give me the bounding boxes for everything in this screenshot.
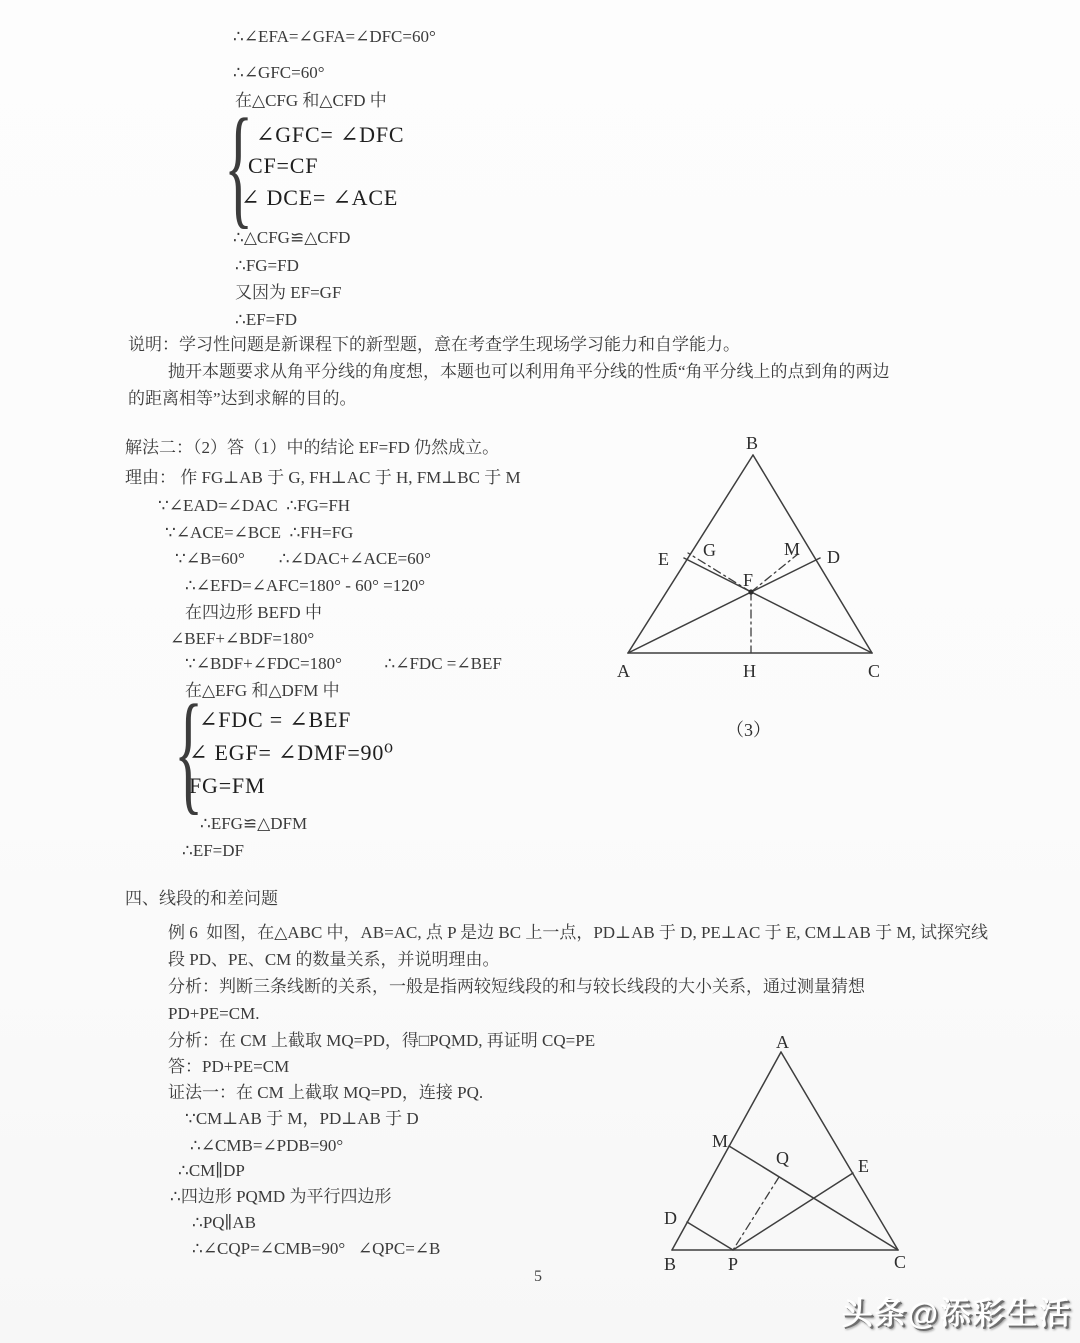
diagram-label: （3）: [726, 720, 771, 740]
text-line: ∠BEF+∠BDF=180°: [170, 629, 315, 648]
text-line: 答：PD+PE=CM: [168, 1057, 290, 1076]
text-line: 理由： 作 FG⊥AB 于 G, FH⊥AC 于 H, FM⊥BC 于 M: [125, 468, 521, 487]
watermark: 头条@添彩生活: [841, 1296, 1072, 1331]
figure-6-triangle-diagram: [650, 1030, 920, 1280]
text-line: ∴∠EFA=∠GFA=∠DFC=60°: [233, 27, 436, 46]
diagram-dashdot-line: [733, 1177, 779, 1250]
text-line: 段 PD、PE、CM 的数量关系，并说明理由。: [168, 950, 500, 969]
text-line: ∴∠EFD=∠AFC=180° - 60° =120°: [185, 576, 426, 595]
text-line: 解法二：（2）答（1）中的结论 EF=FD 仍然成立。: [125, 438, 500, 457]
text-line: 四、线段的和差问题: [125, 889, 278, 908]
figure-3-triangle-diagram: [600, 425, 900, 755]
text-line: ∴FG=FD: [235, 256, 299, 275]
diagram-label: P: [728, 1254, 739, 1274]
text-line: ∴EF=FD: [235, 310, 297, 329]
text-line: 证法一：在 CM 上截取 MQ=PD，连接 PQ.: [168, 1083, 484, 1102]
diagram-label: B: [664, 1254, 677, 1274]
diagram-label: A: [776, 1032, 789, 1052]
text-line: ∠ EGF= ∠DMF=90⁰: [189, 740, 394, 765]
text-line: ∴EF=DF: [182, 841, 244, 860]
text-line: 抛开本题要求从角平分线的角度想，本题也可以利用角平分线的性质“角平分线上的点到角的两边: [168, 362, 890, 381]
text-line: 又因为 EF=GF: [235, 283, 342, 302]
text-line: ∵∠B=60° ∴∠DAC+∠ACE=60°: [175, 549, 431, 568]
diagram-label: G: [703, 540, 716, 560]
text-line: 分析：在 CM 上截取 MQ=PD，得□PQMD, 再证明 CQ=PE: [168, 1031, 596, 1050]
text-line: ∴△CFG≌△CFD: [233, 228, 351, 247]
text-line: ∵∠BDF+∠FDC=180° ∴∠FDC =∠BEF: [185, 654, 502, 673]
text-line: ∠FDC = ∠BEF: [199, 707, 352, 732]
diagram-line: [687, 1222, 733, 1250]
diagram-line: [672, 1052, 781, 1250]
text-line: 分析：判断三条线断的关系，一般是指两较短线段的和与较长线段的大小关系，通过测量猜想: [168, 977, 865, 996]
diagram-line: [781, 1052, 898, 1250]
text-line: CF=CF: [248, 153, 319, 178]
diagram-line: [628, 455, 753, 653]
diagram-label: E: [858, 1156, 869, 1176]
text-line: 在△EFG 和△DFM 中: [185, 681, 340, 700]
diagram-label: M: [712, 1131, 729, 1151]
text-line: ∵∠ACE=∠BCE ∴FH=FG: [165, 523, 354, 542]
diagram-label: Q: [776, 1148, 789, 1168]
diagram-label: D: [827, 547, 840, 567]
diagram-label: C: [894, 1252, 907, 1272]
equation-brace: {: [174, 678, 204, 827]
text-line: ∴PQ∥AB: [192, 1213, 257, 1232]
page-number: 5: [534, 1268, 542, 1285]
diagram-label: E: [658, 549, 669, 569]
text-line: ∴EFG≌△DFM: [200, 814, 308, 833]
text-line: 例 6 如图，在△ABC 中，AB=AC, 点 P 是边 BC 上一点，PD⊥AB 于 D, PE⊥AC 于 E, CM⊥AB 于 M, 试探究线: [168, 923, 988, 942]
diagram-point: [748, 589, 753, 594]
text-line: ∴∠CMB=∠PDB=90°: [190, 1136, 344, 1155]
text-line: ∴∠GFC=60°: [233, 63, 325, 82]
text-line: 说明：学习性问题是新课程下的新型题，意在考查学生现场学习能力和自学能力。: [128, 335, 740, 354]
diagram-label: C: [868, 661, 881, 681]
text-line: ∴四边形 PQMD 为平行四边形: [170, 1187, 392, 1206]
text-line: 的距离相等”达到求解的目的。: [128, 389, 357, 408]
diagram-label: A: [617, 661, 630, 681]
diagram-label: M: [784, 539, 801, 559]
text-line: PD+PE=CM.: [168, 1004, 260, 1023]
text-line: ∵CM⊥AB 于 M，PD⊥AB 于 D: [185, 1109, 419, 1128]
text-line: 在四边形 BEFD 中: [185, 603, 322, 622]
text-line: ∠GFC= ∠DFC: [256, 122, 405, 147]
text-line: ∴∠CQP=∠CMB=90° ∠QPC=∠B: [192, 1239, 441, 1258]
text-line: FG=FM: [189, 773, 266, 798]
diagram-line: [628, 558, 820, 653]
text-line: 在△CFG 和△CFD 中: [235, 91, 387, 110]
diagram-label: D: [664, 1208, 677, 1228]
diagram-label: B: [746, 433, 759, 453]
diagram-label: F: [743, 570, 754, 590]
diagram-label: H: [743, 661, 756, 681]
diagram-dashdot-line: [688, 553, 754, 592]
text-line: ∠ DCE= ∠ACE: [241, 185, 399, 210]
equation-brace: {: [224, 92, 254, 241]
text-line: ∵∠EAD=∠DAC ∴FG=FH: [158, 496, 351, 515]
text-line: ∴CM∥DP: [178, 1161, 245, 1180]
